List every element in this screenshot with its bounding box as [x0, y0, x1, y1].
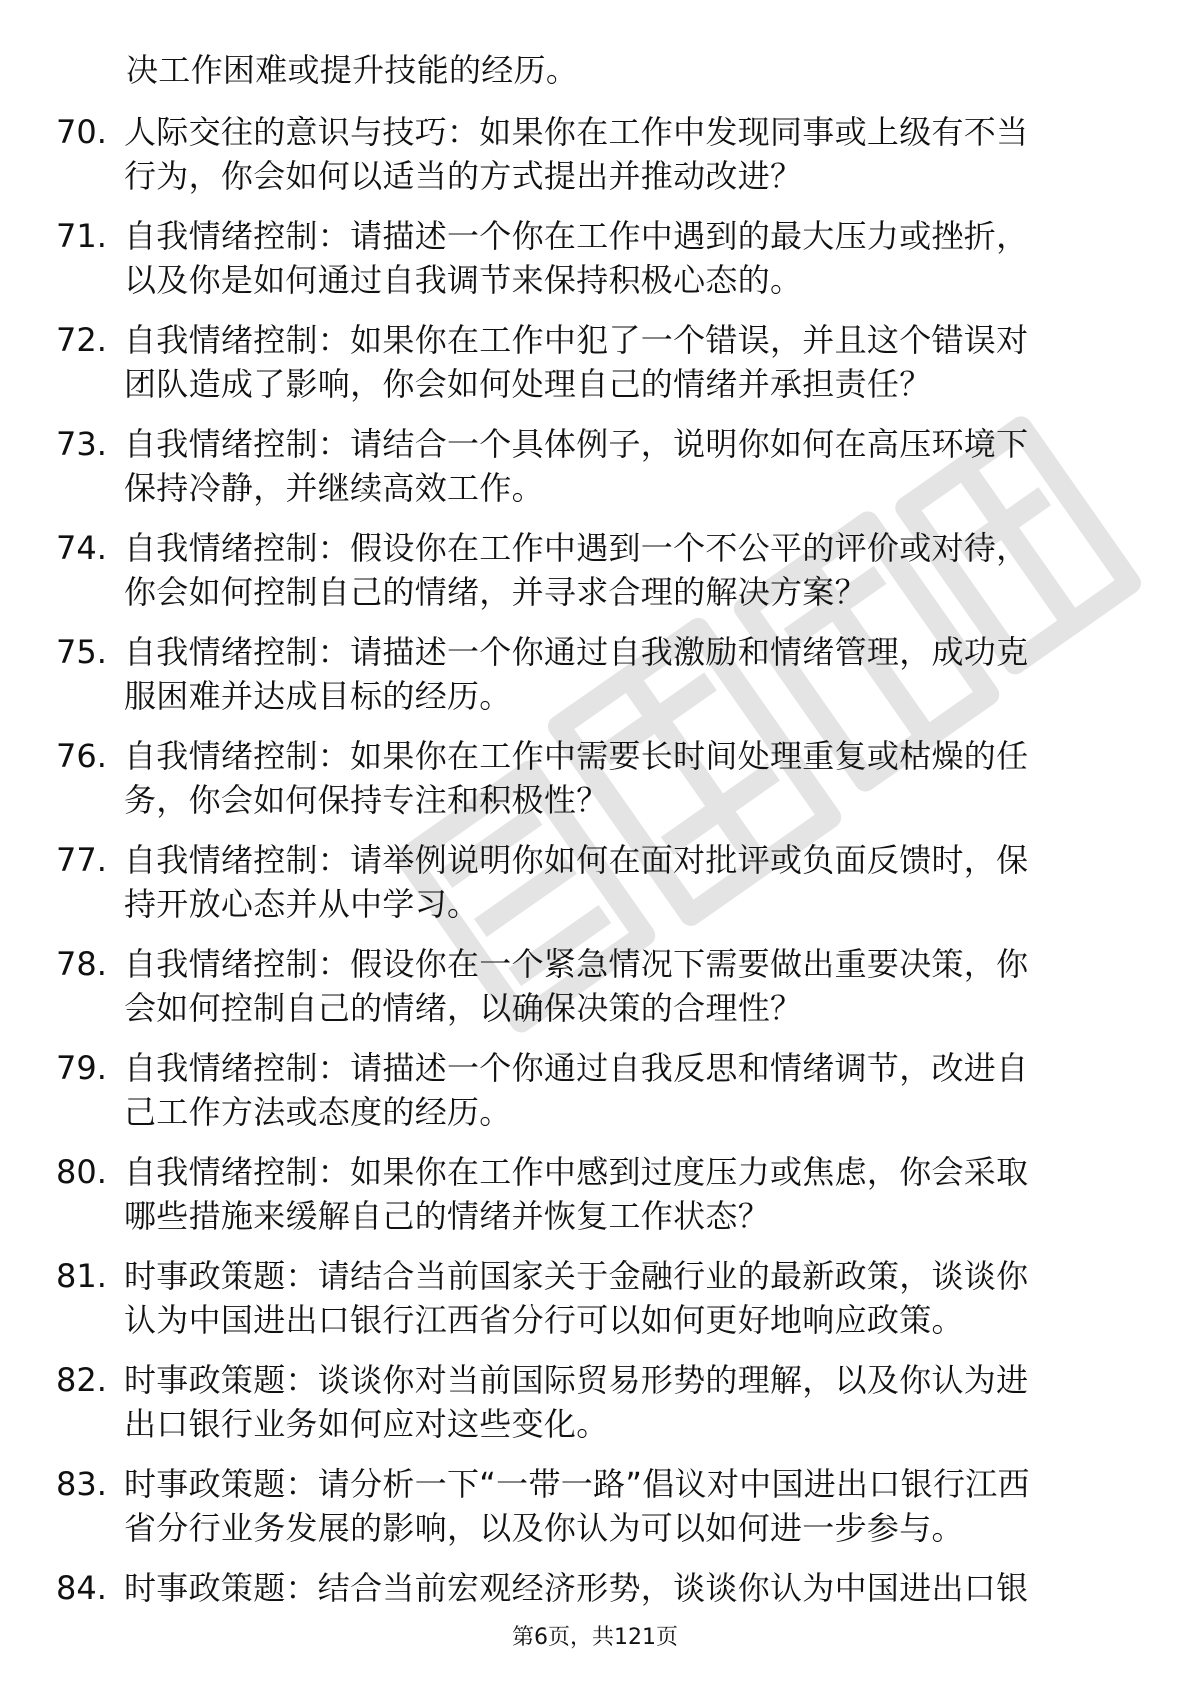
item-text [124, 214, 1116, 302]
item-line: 会如何控制自己的情绪，以确保决策的合理性？ [124, 989, 803, 1027]
item-number: 70. [56, 113, 107, 151]
item-text [124, 318, 1116, 406]
continuation-text: 决工作困难或提升技能的经历。 [126, 51, 579, 89]
list-item [56, 1462, 1116, 1550]
item-text [124, 526, 1116, 614]
item-number: 74. [56, 529, 107, 567]
item-text [124, 1046, 1116, 1134]
item-number: 78. [56, 945, 107, 983]
item-line: 自我情绪控制：假设你在一个紧急情况下需要做出重要决策，你 [124, 945, 1029, 983]
list-item [56, 942, 1116, 1030]
list-item [56, 1358, 1116, 1446]
item-number: 84. [56, 1569, 107, 1607]
item-line: 行为，你会如何以适当的方式提出并推动改进？ [124, 157, 803, 195]
item-number: 79. [56, 1049, 107, 1087]
item-line: 务，你会如何保持专注和积极性？ [124, 781, 609, 819]
item-line: 自我情绪控制：请举例说明你如何在面对批评或负面反馈时，保 [124, 841, 1029, 879]
item-number: 76. [56, 737, 107, 775]
item-text [124, 1150, 1116, 1238]
item-line: 时事政策题：请分析一下“一带一路”倡议对中国进出口银行江西 [124, 1465, 1030, 1503]
item-line: 团队造成了影响，你会如何处理自己的情绪并承担责任？ [124, 365, 932, 403]
item-line: 时事政策题：谈谈你对当前国际贸易形势的理解，以及你认为进 [124, 1361, 1029, 1399]
item-line: 持开放心态并从中学习。 [124, 885, 480, 923]
item-line: 省分行业务发展的影响，以及你认为可以如何进一步参与。 [124, 1509, 964, 1547]
list-item [56, 1046, 1116, 1134]
list-item [56, 1150, 1116, 1238]
item-line: 自我情绪控制：请结合一个具体例子，说明你如何在高压环境下 [124, 425, 1029, 463]
item-line: 哪些措施来缓解自己的情绪并恢复工作状态？ [124, 1197, 771, 1235]
list-item [56, 1254, 1116, 1342]
item-text [124, 1358, 1116, 1446]
list-item [56, 526, 1116, 614]
item-line: 时事政策题：请结合当前国家关于金融行业的最新政策，谈谈你 [124, 1257, 1029, 1295]
item-number: 80. [56, 1153, 107, 1191]
list-item [56, 214, 1116, 302]
list-item [56, 734, 1116, 822]
question-list [56, 48, 1116, 1626]
item-number: 71. [56, 217, 107, 255]
item-text [124, 630, 1116, 718]
item-line: 人际交往的意识与技巧：如果你在工作中发现同事或上级有不当 [124, 113, 1029, 151]
item-text [124, 1462, 1116, 1550]
item-number: 72. [56, 321, 107, 359]
item-text [124, 942, 1116, 1030]
item-line: 出口银行业务如何应对这些变化。 [124, 1405, 609, 1443]
item-line: 自我情绪控制：请描述一个你通过自我反思和情绪调节，改进自 [124, 1049, 1029, 1087]
item-line: 服困难并达成目标的经历。 [124, 677, 512, 715]
item-number: 77. [56, 841, 107, 879]
item-line: 自我情绪控制：如果你在工作中感到过度压力或焦虑，你会采取 [124, 1153, 1029, 1191]
item-number: 81. [56, 1257, 107, 1295]
item-number: 82. [56, 1361, 107, 1399]
page-footer: 第6页，共121页 [512, 1625, 678, 1650]
item-line: 认为中国进出口银行江西省分行可以如何更好地响应政策。 [124, 1301, 964, 1339]
item-number: 75. [56, 633, 107, 671]
item-line: 自我情绪控制：如果你在工作中犯了一个错误，并且这个错误对 [124, 321, 1029, 359]
item-line: 自我情绪控制：请描述一个你在工作中遇到的最大压力或挫折， [124, 217, 1029, 255]
item-line: 时事政策题：结合当前宏观经济形势，谈谈你认为中国进出口银 [124, 1569, 1029, 1607]
list-item [56, 838, 1116, 926]
list-item [56, 422, 1116, 510]
list-item [56, 1566, 1116, 1610]
list-item [56, 318, 1116, 406]
item-text [124, 1566, 1116, 1610]
item-text [124, 1254, 1116, 1342]
item-number: 83. [56, 1465, 107, 1503]
item-text [124, 838, 1116, 926]
item-line: 自我情绪控制：请描述一个你通过自我激励和情绪管理，成功克 [124, 633, 1029, 671]
item-line: 自我情绪控制：假设你在工作中遇到一个不公平的评价或对待， [124, 529, 1029, 567]
item-line: 保持冷静，并继续高效工作。 [124, 469, 544, 507]
item-line: 己工作方法或态度的经历。 [124, 1093, 512, 1131]
list-item [56, 110, 1116, 198]
item-line: 以及你是如何通过自我调节来保持积极心态的。 [124, 261, 803, 299]
item-line: 你会如何控制自己的情绪，并寻求合理的解决方案？ [124, 573, 867, 611]
item-text [124, 110, 1116, 198]
list-item [56, 630, 1116, 718]
item-text [124, 422, 1116, 510]
item-text [124, 734, 1116, 822]
item-line: 自我情绪控制：如果你在工作中需要长时间处理重复或枯燥的任 [124, 737, 1029, 775]
item-number: 73. [56, 425, 107, 463]
